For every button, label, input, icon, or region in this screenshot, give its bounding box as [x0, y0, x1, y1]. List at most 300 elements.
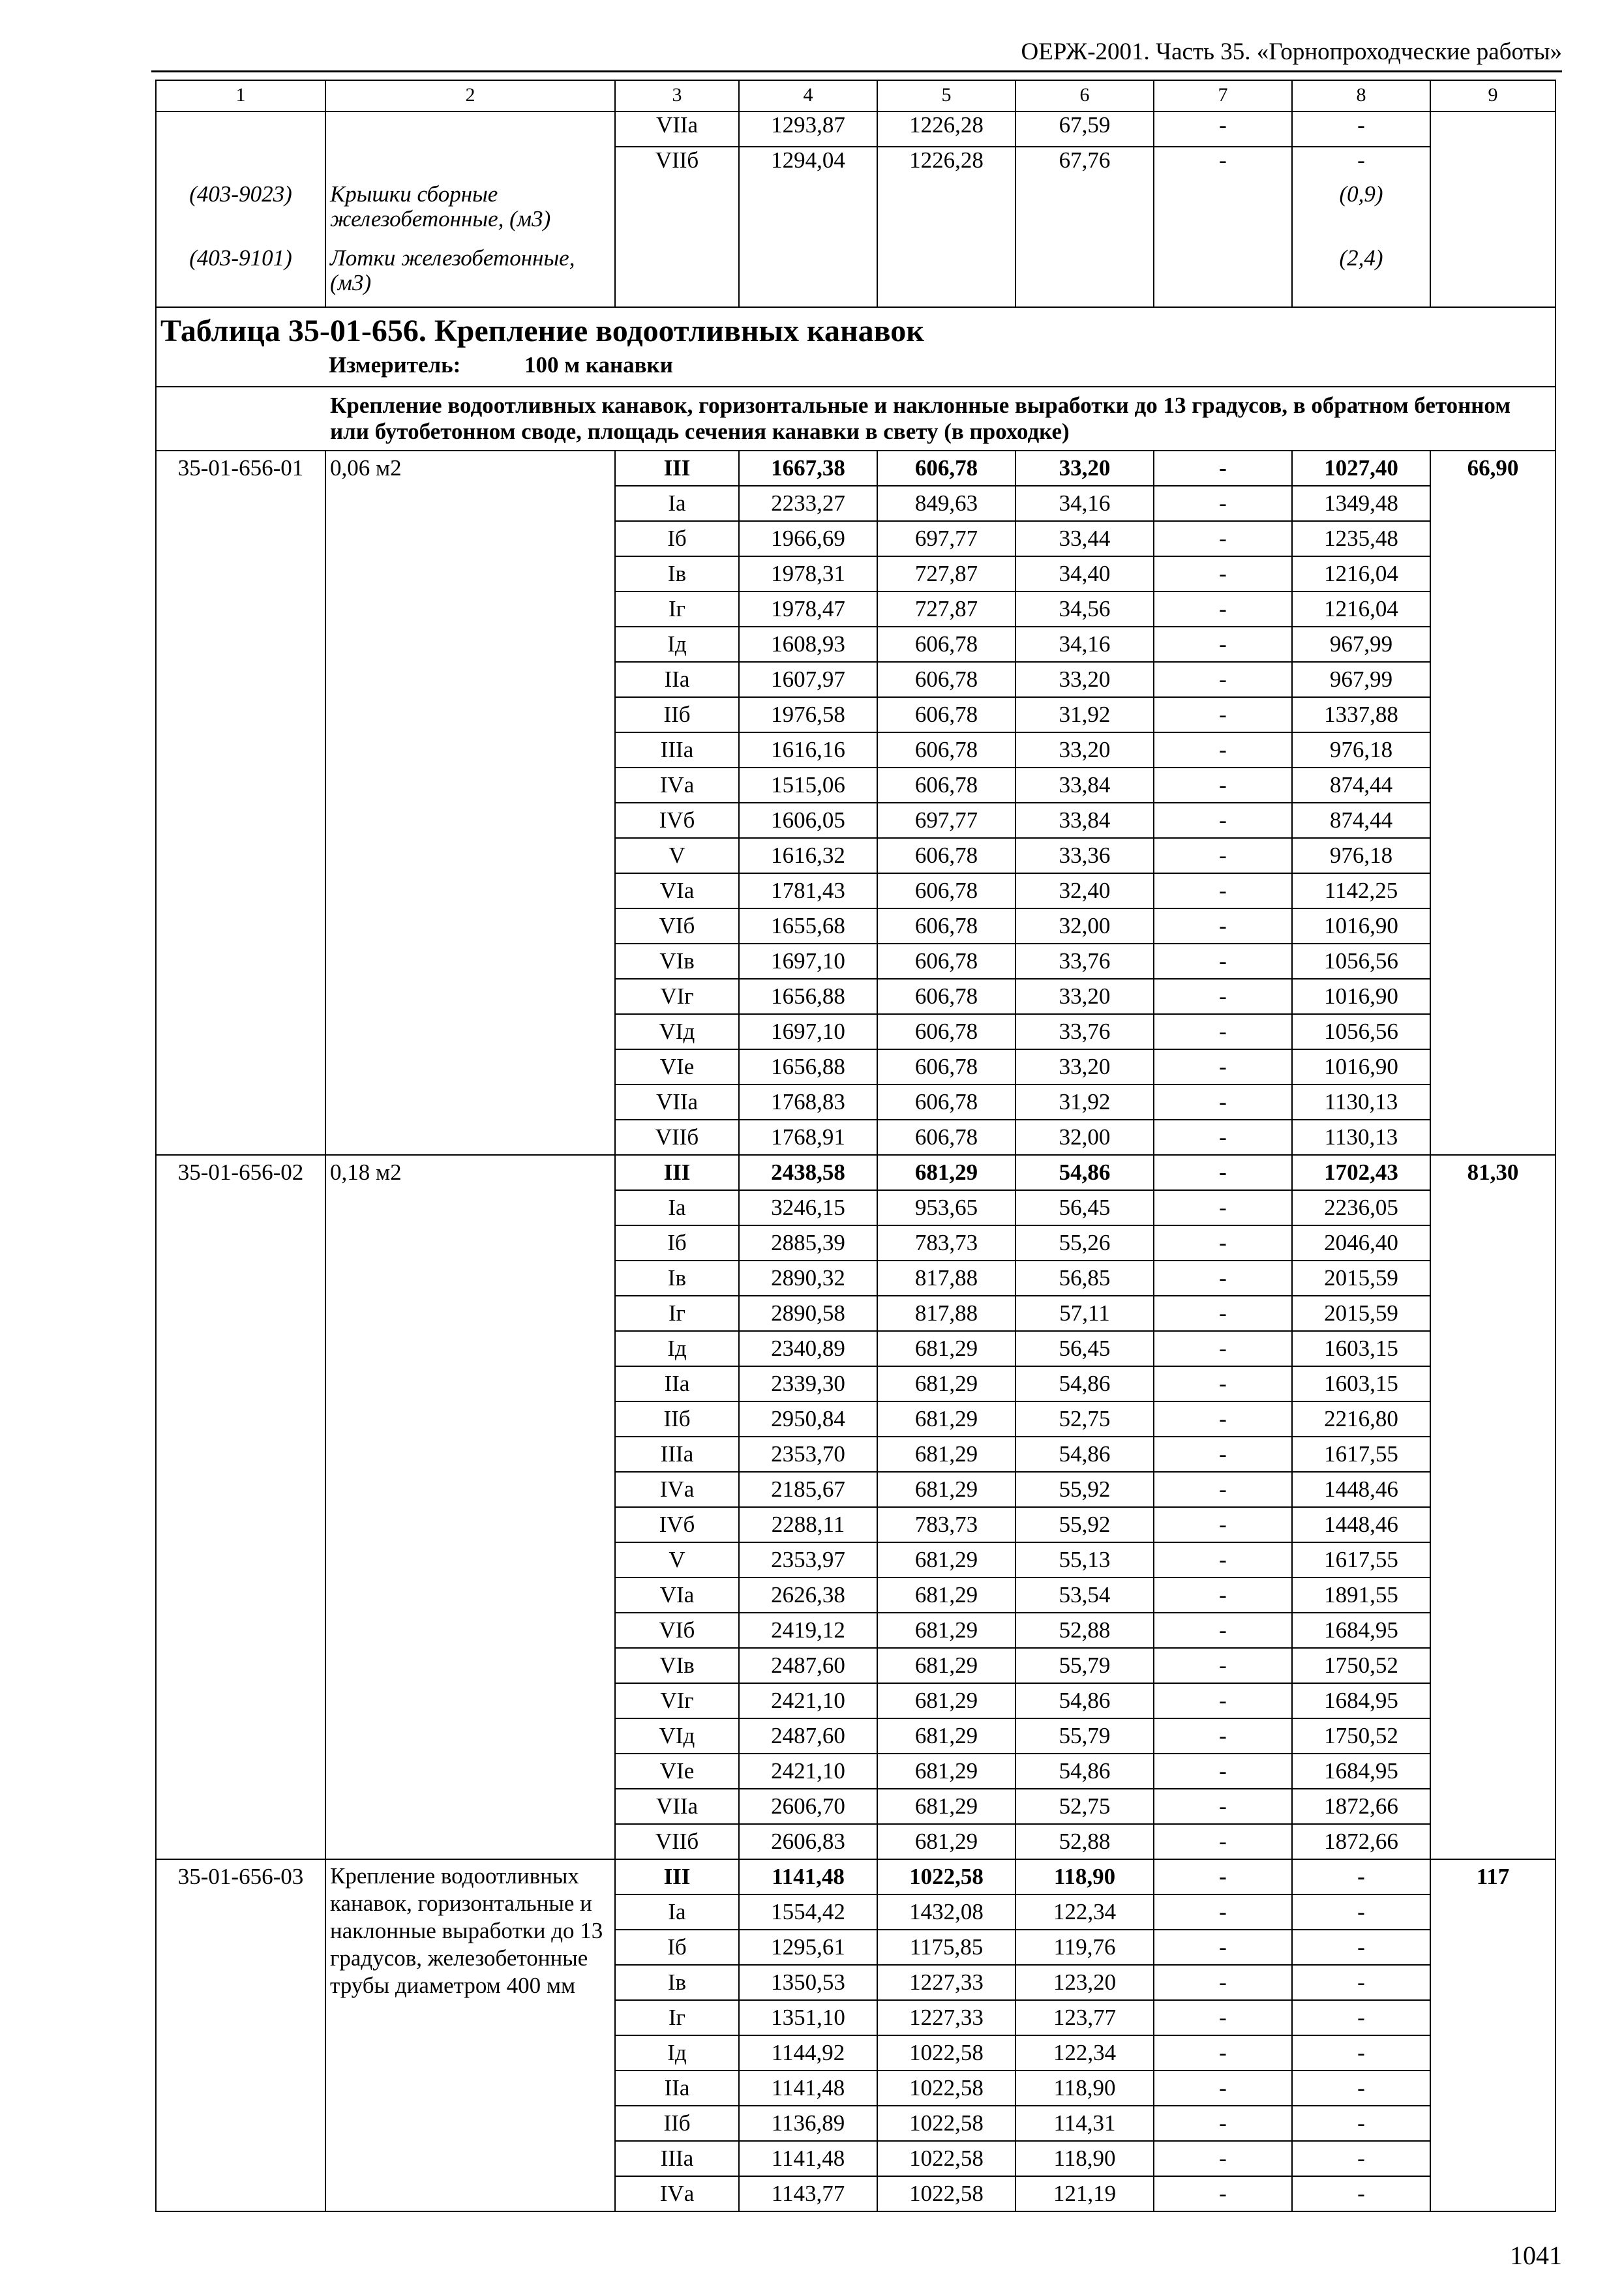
total-cost-cell: 1293,87: [739, 112, 877, 147]
table-title-cell: [156, 307, 1556, 387]
machinist-wages-cell: -: [1154, 1648, 1292, 1683]
wages-cell: 606,78: [877, 451, 1015, 486]
wages-cell: 681,29: [877, 1824, 1015, 1859]
total-cost-cell: 1667,38: [739, 451, 877, 486]
machinist-wages-cell: -: [1154, 908, 1292, 944]
column-number: 8: [1292, 80, 1430, 112]
zone-cell: IIб: [615, 2106, 739, 2141]
labor-total: 66,90: [1430, 451, 1556, 1155]
wages-cell: 606,78: [877, 944, 1015, 979]
machines-cell: 67,76: [1015, 147, 1154, 182]
machinist-wages-cell: -: [1154, 1049, 1292, 1085]
machines-cell: 123,20: [1015, 1965, 1154, 2000]
materials-cell: 2046,40: [1292, 1225, 1430, 1261]
total-cost-cell: 1978,47: [739, 591, 877, 627]
materials-cell: -: [1292, 1859, 1430, 1894]
total-cost-cell: 1978,31: [739, 556, 877, 591]
machinist-wages-cell: -: [1154, 2141, 1292, 2176]
total-cost-cell: 2606,83: [739, 1824, 877, 1859]
wages-cell: 681,29: [877, 1401, 1015, 1437]
materials-cell: -: [1292, 1965, 1430, 2000]
zone-cell: VIIб: [615, 1824, 739, 1859]
machinist-wages-cell: -: [1154, 2071, 1292, 2106]
labor-total: 81,30: [1430, 1155, 1556, 1859]
wages-cell: 681,29: [877, 1155, 1015, 1190]
materials-cell: 1056,56: [1292, 944, 1430, 979]
meter-label: Измеритель:: [329, 352, 461, 378]
zone-cell: IIIа: [615, 732, 739, 768]
machines-cell: 54,86: [1015, 1683, 1154, 1718]
material-name: Лотки железобетонные, (м3): [325, 246, 615, 307]
materials-cell: -: [1292, 147, 1430, 182]
materials-cell: 1016,90: [1292, 1049, 1430, 1085]
total-cost-cell: 1143,77: [739, 2176, 877, 2211]
wages-cell: 1432,08: [877, 1894, 1015, 1930]
table-title-row: [156, 307, 1556, 387]
total-cost-cell: 2353,97: [739, 1542, 877, 1578]
total-cost-cell: 2885,39: [739, 1225, 877, 1261]
total-cost-cell: 2353,70: [739, 1437, 877, 1472]
machinist-wages-cell: -: [1154, 768, 1292, 803]
total-cost-cell: 1136,89: [739, 2106, 877, 2141]
machines-cell: 67,59: [1015, 112, 1154, 147]
wages-cell: 697,77: [877, 803, 1015, 838]
machinist-wages-cell: -: [1154, 979, 1292, 1014]
machines-cell: 122,34: [1015, 1894, 1154, 1930]
machines-cell: 55,92: [1015, 1472, 1154, 1507]
materials-cell: -: [1292, 2035, 1430, 2071]
total-cost-cell: 2288,11: [739, 1507, 877, 1542]
table-title: Таблица 35-01-656. Крепление водоотливных канавок: [160, 314, 924, 348]
empty-cell: [615, 182, 739, 246]
materials-cell: 1872,66: [1292, 1789, 1430, 1824]
zone-cell: VIе: [615, 1754, 739, 1789]
wages-cell: 1227,33: [877, 1965, 1015, 2000]
machines-cell: 31,92: [1015, 1085, 1154, 1120]
machinist-wages-cell: -: [1154, 1542, 1292, 1578]
machines-cell: 123,77: [1015, 2000, 1154, 2035]
meter: [160, 350, 1551, 381]
zone-cell: VIIб: [615, 147, 739, 182]
machinist-wages-cell: -: [1154, 1225, 1292, 1261]
wages-cell: 681,29: [877, 1718, 1015, 1754]
machines-cell: 56,85: [1015, 1261, 1154, 1296]
materials-cell: 1016,90: [1292, 979, 1430, 1014]
zone-cell: VIв: [615, 1648, 739, 1683]
zone-cell: VIIа: [615, 112, 739, 147]
wages-cell: 817,88: [877, 1261, 1015, 1296]
machines-cell: 33,44: [1015, 521, 1154, 556]
table-description: Крепление водоотливных канавок, горизонтальные и наклонные выработки до 13 градусов, в обратном бетонном или бутобетонном своде, площадь сечения канавки в свету (в проходке): [156, 387, 1556, 451]
wages-cell: 681,29: [877, 1648, 1015, 1683]
machines-cell: 54,86: [1015, 1437, 1154, 1472]
total-cost-cell: 2626,38: [739, 1578, 877, 1613]
empty-cell: [1430, 246, 1556, 307]
zone-cell: VIб: [615, 908, 739, 944]
materials-cell: 1617,55: [1292, 1437, 1430, 1472]
machines-cell: 52,88: [1015, 1824, 1154, 1859]
zone-cell: IVб: [615, 803, 739, 838]
machinist-wages-cell: -: [1154, 591, 1292, 627]
machines-cell: 57,11: [1015, 1296, 1154, 1331]
total-cost-cell: 2438,58: [739, 1155, 877, 1190]
total-cost-cell: 2950,84: [739, 1401, 877, 1437]
machines-cell: 56,45: [1015, 1190, 1154, 1225]
wages-cell: 681,29: [877, 1789, 1015, 1824]
materials-cell: 1235,48: [1292, 521, 1430, 556]
total-cost-cell: 1655,68: [739, 908, 877, 944]
total-cost-cell: 1141,48: [739, 1859, 877, 1894]
machines-cell: 55,79: [1015, 1718, 1154, 1754]
header-rule: [151, 70, 1562, 72]
zone-cell: VIIб: [615, 1120, 739, 1155]
wages-cell: 1022,58: [877, 2176, 1015, 2211]
materials-cell: 1684,95: [1292, 1754, 1430, 1789]
wages-cell: 783,73: [877, 1225, 1015, 1261]
name-cell: [325, 147, 615, 182]
materials-cell: 1617,55: [1292, 1542, 1430, 1578]
machinist-wages-cell: -: [1154, 2176, 1292, 2211]
materials-cell: -: [1292, 2176, 1430, 2211]
rate-name: 0,18 м2: [325, 1155, 615, 1859]
materials-cell: 976,18: [1292, 838, 1430, 873]
machinist-wages-cell: -: [1154, 1472, 1292, 1507]
wages-cell: 681,29: [877, 1437, 1015, 1472]
machines-cell: 55,13: [1015, 1542, 1154, 1578]
total-cost-cell: 2340,89: [739, 1331, 877, 1366]
wages-cell: 697,77: [877, 521, 1015, 556]
wages-cell: 681,29: [877, 1683, 1015, 1718]
zone-cell: VIг: [615, 1683, 739, 1718]
total-cost-cell: 2421,10: [739, 1683, 877, 1718]
materials-cell: -: [1292, 112, 1430, 147]
materials-cell: 1216,04: [1292, 556, 1430, 591]
materials-cell: -: [1292, 2141, 1430, 2176]
rate-name: 0,06 м2: [325, 451, 615, 1155]
empty-cell: [1015, 246, 1154, 307]
wages-cell: 606,78: [877, 732, 1015, 768]
machinist-wages-cell: -: [1154, 697, 1292, 732]
machinist-wages-cell: -: [1154, 873, 1292, 908]
machinist-wages-cell: -: [1154, 1155, 1292, 1190]
column-number: 1: [156, 80, 325, 112]
materials-cell: 1130,13: [1292, 1085, 1430, 1120]
empty-cell: [877, 182, 1015, 246]
materials-cell: -: [1292, 2000, 1430, 2035]
labor-total: 117: [1430, 1859, 1556, 2211]
total-cost-cell: 1144,92: [739, 2035, 877, 2071]
machines-cell: 119,76: [1015, 1930, 1154, 1965]
machines-cell: 54,86: [1015, 1155, 1154, 1190]
machines-cell: 114,31: [1015, 2106, 1154, 2141]
zone-cell: Iг: [615, 1296, 739, 1331]
machinist-wages-cell: -: [1154, 1085, 1292, 1120]
continued-row: [156, 112, 1556, 147]
machinist-wages-cell: -: [1154, 1683, 1292, 1718]
materials-cell: 2015,59: [1292, 1296, 1430, 1331]
wages-cell: 606,78: [877, 697, 1015, 732]
wages-cell: 681,29: [877, 1472, 1015, 1507]
machinist-wages-cell: -: [1154, 1507, 1292, 1542]
column-number: 7: [1154, 80, 1292, 112]
wages-cell: 681,29: [877, 1578, 1015, 1613]
materials-cell: 1891,55: [1292, 1578, 1430, 1613]
zone-cell: III: [615, 451, 739, 486]
total-cost-cell: 2487,60: [739, 1718, 877, 1754]
wages-cell: 606,78: [877, 1049, 1015, 1085]
total-cost-cell: 1350,53: [739, 1965, 877, 2000]
machinist-wages-cell: -: [1154, 451, 1292, 486]
code-cell: [156, 147, 325, 182]
total-cost-cell: 1976,58: [739, 697, 877, 732]
zone-cell: Iд: [615, 627, 739, 662]
zone-cell: Iв: [615, 1261, 739, 1296]
materials-cell: 1056,56: [1292, 1014, 1430, 1049]
material-row: [156, 182, 1556, 246]
machines-cell: 55,79: [1015, 1648, 1154, 1683]
zone-cell: IIб: [615, 1401, 739, 1437]
wages-cell: 606,78: [877, 1085, 1015, 1120]
machines-cell: 122,34: [1015, 2035, 1154, 2071]
materials-cell: -: [1292, 2071, 1430, 2106]
wages-cell: 1022,58: [877, 2141, 1015, 2176]
zone-cell: IIа: [615, 1366, 739, 1401]
rates-table: [155, 80, 1556, 2212]
zone-cell: Iб: [615, 521, 739, 556]
machines-cell: 55,92: [1015, 1507, 1154, 1542]
column-number: 3: [615, 80, 739, 112]
machines-cell: 33,20: [1015, 732, 1154, 768]
machinist-wages-cell: -: [1154, 1437, 1292, 1472]
empty-cell: [1430, 182, 1556, 246]
zone-cell: Iб: [615, 1225, 739, 1261]
empty-cell: [1154, 246, 1292, 307]
zone-cell: IIIа: [615, 1437, 739, 1472]
column-number: 6: [1015, 80, 1154, 112]
materials-cell: 1750,52: [1292, 1648, 1430, 1683]
materials-cell: -: [1292, 2106, 1430, 2141]
total-cost-cell: 2421,10: [739, 1754, 877, 1789]
materials-cell: 1130,13: [1292, 1120, 1430, 1155]
total-cost-cell: 1294,04: [739, 147, 877, 182]
zone-cell: VIа: [615, 873, 739, 908]
materials-cell: 1027,40: [1292, 451, 1430, 486]
machines-cell: 33,20: [1015, 451, 1154, 486]
machines-cell: 32,00: [1015, 1120, 1154, 1155]
materials-cell: 2015,59: [1292, 1261, 1430, 1296]
machinist-wages-cell: -: [1154, 732, 1292, 768]
machines-cell: 34,16: [1015, 627, 1154, 662]
machinist-wages-cell: -: [1154, 662, 1292, 697]
total-cost-cell: 2890,58: [739, 1296, 877, 1331]
zone-cell: V: [615, 838, 739, 873]
machines-cell: 31,92: [1015, 697, 1154, 732]
materials-cell: 874,44: [1292, 768, 1430, 803]
name-cell: [325, 112, 615, 147]
machinist-wages-cell: -: [1154, 112, 1292, 147]
total-cost-cell: 1295,61: [739, 1930, 877, 1965]
materials-cell: 1702,43: [1292, 1155, 1430, 1190]
wages-cell: 606,78: [877, 1014, 1015, 1049]
materials-cell: 2216,80: [1292, 1401, 1430, 1437]
machines-cell: 54,86: [1015, 1366, 1154, 1401]
wages-cell: 681,29: [877, 1542, 1015, 1578]
wages-cell: 606,78: [877, 1120, 1015, 1155]
material-code: (403-9023): [156, 182, 325, 246]
materials-cell: -: [1292, 1894, 1430, 1930]
wages-cell: 606,78: [877, 627, 1015, 662]
wages-cell: 817,88: [877, 1296, 1015, 1331]
machinist-wages-cell: -: [1154, 556, 1292, 591]
materials-cell: 976,18: [1292, 732, 1430, 768]
table-row: [156, 1859, 1556, 1894]
machinist-wages-cell: -: [1154, 2000, 1292, 2035]
machinist-wages-cell: -: [1154, 1965, 1292, 2000]
empty-cell: [1154, 182, 1292, 246]
zone-cell: VIв: [615, 944, 739, 979]
zone-cell: Iв: [615, 556, 739, 591]
zone-cell: VIг: [615, 979, 739, 1014]
empty-cell: [739, 182, 877, 246]
wages-cell: 783,73: [877, 1507, 1015, 1542]
zone-cell: Iа: [615, 1190, 739, 1225]
total-cost-cell: 1697,10: [739, 1014, 877, 1049]
material-value: (2,4): [1292, 246, 1430, 307]
zone-cell: Iа: [615, 1894, 739, 1930]
total-cost-cell: 3246,15: [739, 1190, 877, 1225]
machinist-wages-cell: -: [1154, 803, 1292, 838]
machinist-wages-cell: -: [1154, 838, 1292, 873]
materials-cell: 1872,66: [1292, 1824, 1430, 1859]
total-cost-cell: 1768,91: [739, 1120, 877, 1155]
machines-cell: 54,86: [1015, 1754, 1154, 1789]
materials-cell: -: [1292, 1930, 1430, 1965]
machines-cell: 33,76: [1015, 944, 1154, 979]
column-number: 4: [739, 80, 877, 112]
machinist-wages-cell: -: [1154, 1366, 1292, 1401]
zone-cell: VIд: [615, 1014, 739, 1049]
materials-cell: 967,99: [1292, 627, 1430, 662]
materials-cell: 1684,95: [1292, 1683, 1430, 1718]
wages-cell: 606,78: [877, 768, 1015, 803]
wages-cell: 681,29: [877, 1366, 1015, 1401]
wages-cell: 606,78: [877, 979, 1015, 1014]
zone-cell: IIб: [615, 697, 739, 732]
empty-cell: [615, 246, 739, 307]
machines-cell: 32,40: [1015, 873, 1154, 908]
materials-cell: 1448,46: [1292, 1472, 1430, 1507]
total-cost-cell: 2419,12: [739, 1613, 877, 1648]
total-cost-cell: 1351,10: [739, 2000, 877, 2035]
material-row: [156, 246, 1556, 307]
total-cost-cell: 1966,69: [739, 521, 877, 556]
rate-name: Крепление водоотливных канавок, горизонтальные и наклонные выработки до 13 градусов, железобетонные трубы диаметром 400 мм: [325, 1859, 615, 2211]
machinist-wages-cell: -: [1154, 627, 1292, 662]
zone-cell: VIб: [615, 1613, 739, 1648]
machines-cell: 33,84: [1015, 803, 1154, 838]
labor-cell: [1430, 112, 1556, 147]
machinist-wages-cell: -: [1154, 1578, 1292, 1613]
rate-code: 35-01-656-03: [156, 1859, 325, 2211]
materials-cell: 967,99: [1292, 662, 1430, 697]
materials-cell: 1448,46: [1292, 1507, 1430, 1542]
material-name: Крышки сборные железобетонные, (м3): [325, 182, 615, 246]
total-cost-cell: 2606,70: [739, 1789, 877, 1824]
wages-cell: 1226,28: [877, 112, 1015, 147]
zone-cell: VIIа: [615, 1789, 739, 1824]
machines-cell: 55,26: [1015, 1225, 1154, 1261]
total-cost-cell: 1768,83: [739, 1085, 877, 1120]
total-cost-cell: 2339,30: [739, 1366, 877, 1401]
column-numbers-row: [156, 80, 1556, 112]
machinist-wages-cell: -: [1154, 1754, 1292, 1789]
machinist-wages-cell: -: [1154, 1261, 1292, 1296]
machines-cell: 33,20: [1015, 662, 1154, 697]
materials-cell: 1216,04: [1292, 591, 1430, 627]
machines-cell: 33,20: [1015, 979, 1154, 1014]
machines-cell: 118,90: [1015, 1859, 1154, 1894]
rate-code: 35-01-656-01: [156, 451, 325, 1155]
machinist-wages-cell: -: [1154, 1014, 1292, 1049]
zone-cell: III: [615, 1155, 739, 1190]
machinist-wages-cell: -: [1154, 1190, 1292, 1225]
zone-cell: Iд: [615, 1331, 739, 1366]
wages-cell: 727,87: [877, 591, 1015, 627]
empty-cell: [1015, 182, 1154, 246]
materials-cell: 874,44: [1292, 803, 1430, 838]
column-number: 5: [877, 80, 1015, 112]
machines-cell: 56,45: [1015, 1331, 1154, 1366]
wages-cell: 681,29: [877, 1754, 1015, 1789]
total-cost-cell: 1608,93: [739, 627, 877, 662]
machinist-wages-cell: -: [1154, 486, 1292, 521]
total-cost-cell: 2487,60: [739, 1648, 877, 1683]
machines-cell: 118,90: [1015, 2141, 1154, 2176]
meter-value: 100 м канавки: [524, 352, 673, 378]
zone-cell: Iв: [615, 1965, 739, 2000]
total-cost-cell: 1606,05: [739, 803, 877, 838]
wages-cell: 1022,58: [877, 2071, 1015, 2106]
total-cost-cell: 1697,10: [739, 944, 877, 979]
column-number: 2: [325, 80, 615, 112]
machinist-wages-cell: -: [1154, 1718, 1292, 1754]
wages-cell: 606,78: [877, 908, 1015, 944]
machinist-wages-cell: -: [1154, 944, 1292, 979]
zone-cell: IVа: [615, 2176, 739, 2211]
materials-cell: 1016,90: [1292, 908, 1430, 944]
zone-cell: VIе: [615, 1049, 739, 1085]
materials-cell: 1349,48: [1292, 486, 1430, 521]
column-number: 9: [1430, 80, 1556, 112]
zone-cell: IIа: [615, 2071, 739, 2106]
zone-cell: Iа: [615, 486, 739, 521]
machines-cell: 52,75: [1015, 1401, 1154, 1437]
wages-cell: 606,78: [877, 662, 1015, 697]
zone-cell: Iд: [615, 2035, 739, 2071]
table-row: [156, 451, 1556, 486]
wages-cell: 606,78: [877, 838, 1015, 873]
continued-row: [156, 147, 1556, 182]
machinist-wages-cell: -: [1154, 1859, 1292, 1894]
wages-cell: 1022,58: [877, 2035, 1015, 2071]
code-cell: [156, 112, 325, 147]
machines-cell: 33,20: [1015, 1049, 1154, 1085]
machines-cell: 52,88: [1015, 1613, 1154, 1648]
wages-cell: 606,78: [877, 873, 1015, 908]
machines-cell: 33,36: [1015, 838, 1154, 873]
zone-cell: VIд: [615, 1718, 739, 1754]
total-cost-cell: 1515,06: [739, 768, 877, 803]
